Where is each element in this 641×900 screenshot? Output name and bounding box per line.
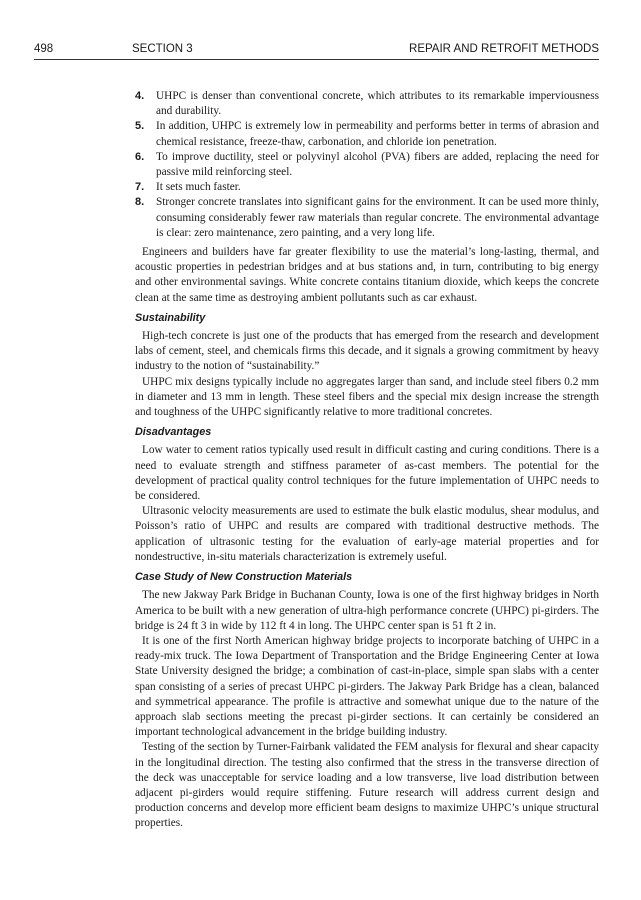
list-item-5 xyxy=(135,119,599,149)
page-number: 498 xyxy=(34,43,54,55)
list-item-7 xyxy=(135,180,599,195)
list-text: It sets much faster. xyxy=(156,181,241,194)
section-heading-disadvantages: Disadvantages xyxy=(135,426,212,439)
paragraph: The new Jakway Park Bridge in Buchanan County, Iowa is one of the first highway bridges in North America to be built with a new generation of ultra-high performance concrete (UHPC) pi-girders. The bridge is 24 ft 3 in wide by 112 ft 4 in long. The UHPC center span is 51 ft 2 in. xyxy=(135,589,599,632)
list-text: Stronger concrete translates into significant gains for the environment. It can be used more thinly, consuming considerably fewer raw materials than regular concrete. The environmental advantage is clear: zero maintenance, zero painting, and a very long life. xyxy=(156,196,599,239)
list-item-8 xyxy=(135,195,599,241)
page-header xyxy=(34,43,599,61)
list-item-4 xyxy=(135,89,599,119)
paragraph: UHPC mix designs typically include no aggregates larger than sand, and include steel fibers 0.2 mm in diameter and 13 mm in length. These steel fibers and the special mix design increase the strength and toughness of the UHPC significantly relative to more traditional concretes. xyxy=(135,375,599,419)
paragraph: High-tech concrete is just one of the products that has emerged from the research and development labs of cement, steel, and chemicals firms this decade, and it signals a growing commitment by heavy industry to the notion of “sustainability.” xyxy=(135,330,599,373)
running-title: REPAIR AND RETROFIT METHODS xyxy=(409,43,599,55)
list-item-6 xyxy=(135,150,599,180)
list-number: 6. xyxy=(135,150,145,163)
section-heading-case-study: Case Study of New Construction Materials xyxy=(135,571,353,584)
list-text: To improve ductility, steel or polyvinyl alcohol (PVA) fibers are added, replacing the need for passive mild reinforcing steel. xyxy=(156,150,599,179)
list-number: 7. xyxy=(135,181,145,194)
list-text: UHPC is denser than conventional concrete, which attributes to its remarkable imperviousness and durability. xyxy=(156,90,599,118)
intro-paragraph: Engineers and builders have far greater flexibility to use the material’s long-lasting, thermal, and acoustic properties in pedestrian bridges and at bus stations and, in turn, contributing to big energy and other environmental savings. White concrete contains titanium dioxide, which keeps the concrete clean at the same time as destroying ambient pollutants such as car exhaust. xyxy=(135,246,599,304)
paragraph: Ultrasonic velocity measurements are used to estimate the bulk elastic modulus, shear modulus, and Poisson’s ratio of UHPC and results are compared with traditional destructive methods. The application of ultrasonic testing for the evaluation of early-age material properties and for nondestructive, in-situ materials characterization is extremely useful. xyxy=(135,505,599,563)
page-body xyxy=(135,89,599,832)
section-heading-sustainability: Sustainability xyxy=(135,311,206,324)
header-rule xyxy=(34,59,599,60)
list-number: 4. xyxy=(135,90,145,102)
list-text: In addition, UHPC is extremely low in permeability and performs better in terms of abrasion and chemical resistance, freeze-thaw, carbonation, and chloride ion penetration. xyxy=(156,120,599,148)
section-label: SECTION 3 xyxy=(132,43,193,55)
paragraph: Testing of the section by Turner-Fairbank validated the FEM analysis for flexural and shear capacity in the longitudinal direction. The testing also confirmed that the stress in the transverse direction of the deck was unacceptable for service loading and a low transverse, live load distribution between adjacent pi-girders would require stiffening. Future research will address current design and production concerns and develop more efficient beam designs to maximize UHPC’s unique structural properties. xyxy=(135,741,599,830)
list-number: 5. xyxy=(135,120,145,133)
list-number: 8. xyxy=(135,196,145,209)
paragraph: Low water to cement ratios typically used result in difficult casting and curing conditions. There is a need to evaluate strength and stiffness parameter of as-cast members. The potential for the development of practical quality control techniques for the future implementation of UHPC needs to be considered. xyxy=(135,444,599,503)
paragraph: It is one of the first North American highway bridge projects to incorporate batching of UHPC in a ready-mix truck. The Iowa Department of Transportation and the Bridge Engineering Center at Iowa State University designed the bridge; a combination of cast-in-place, simple span slabs with a center span consisting of a series of precast UHPC pi-girders. The Jakway Park Bridge has a clean, balanced and symmetrical appearance. The profile is attractive and somewhat unique due to the nature of the approach slab sections meeting the precast pi-girder sections. It can certainly be considered an important technological advancement in the bridge building industry. xyxy=(135,634,599,739)
